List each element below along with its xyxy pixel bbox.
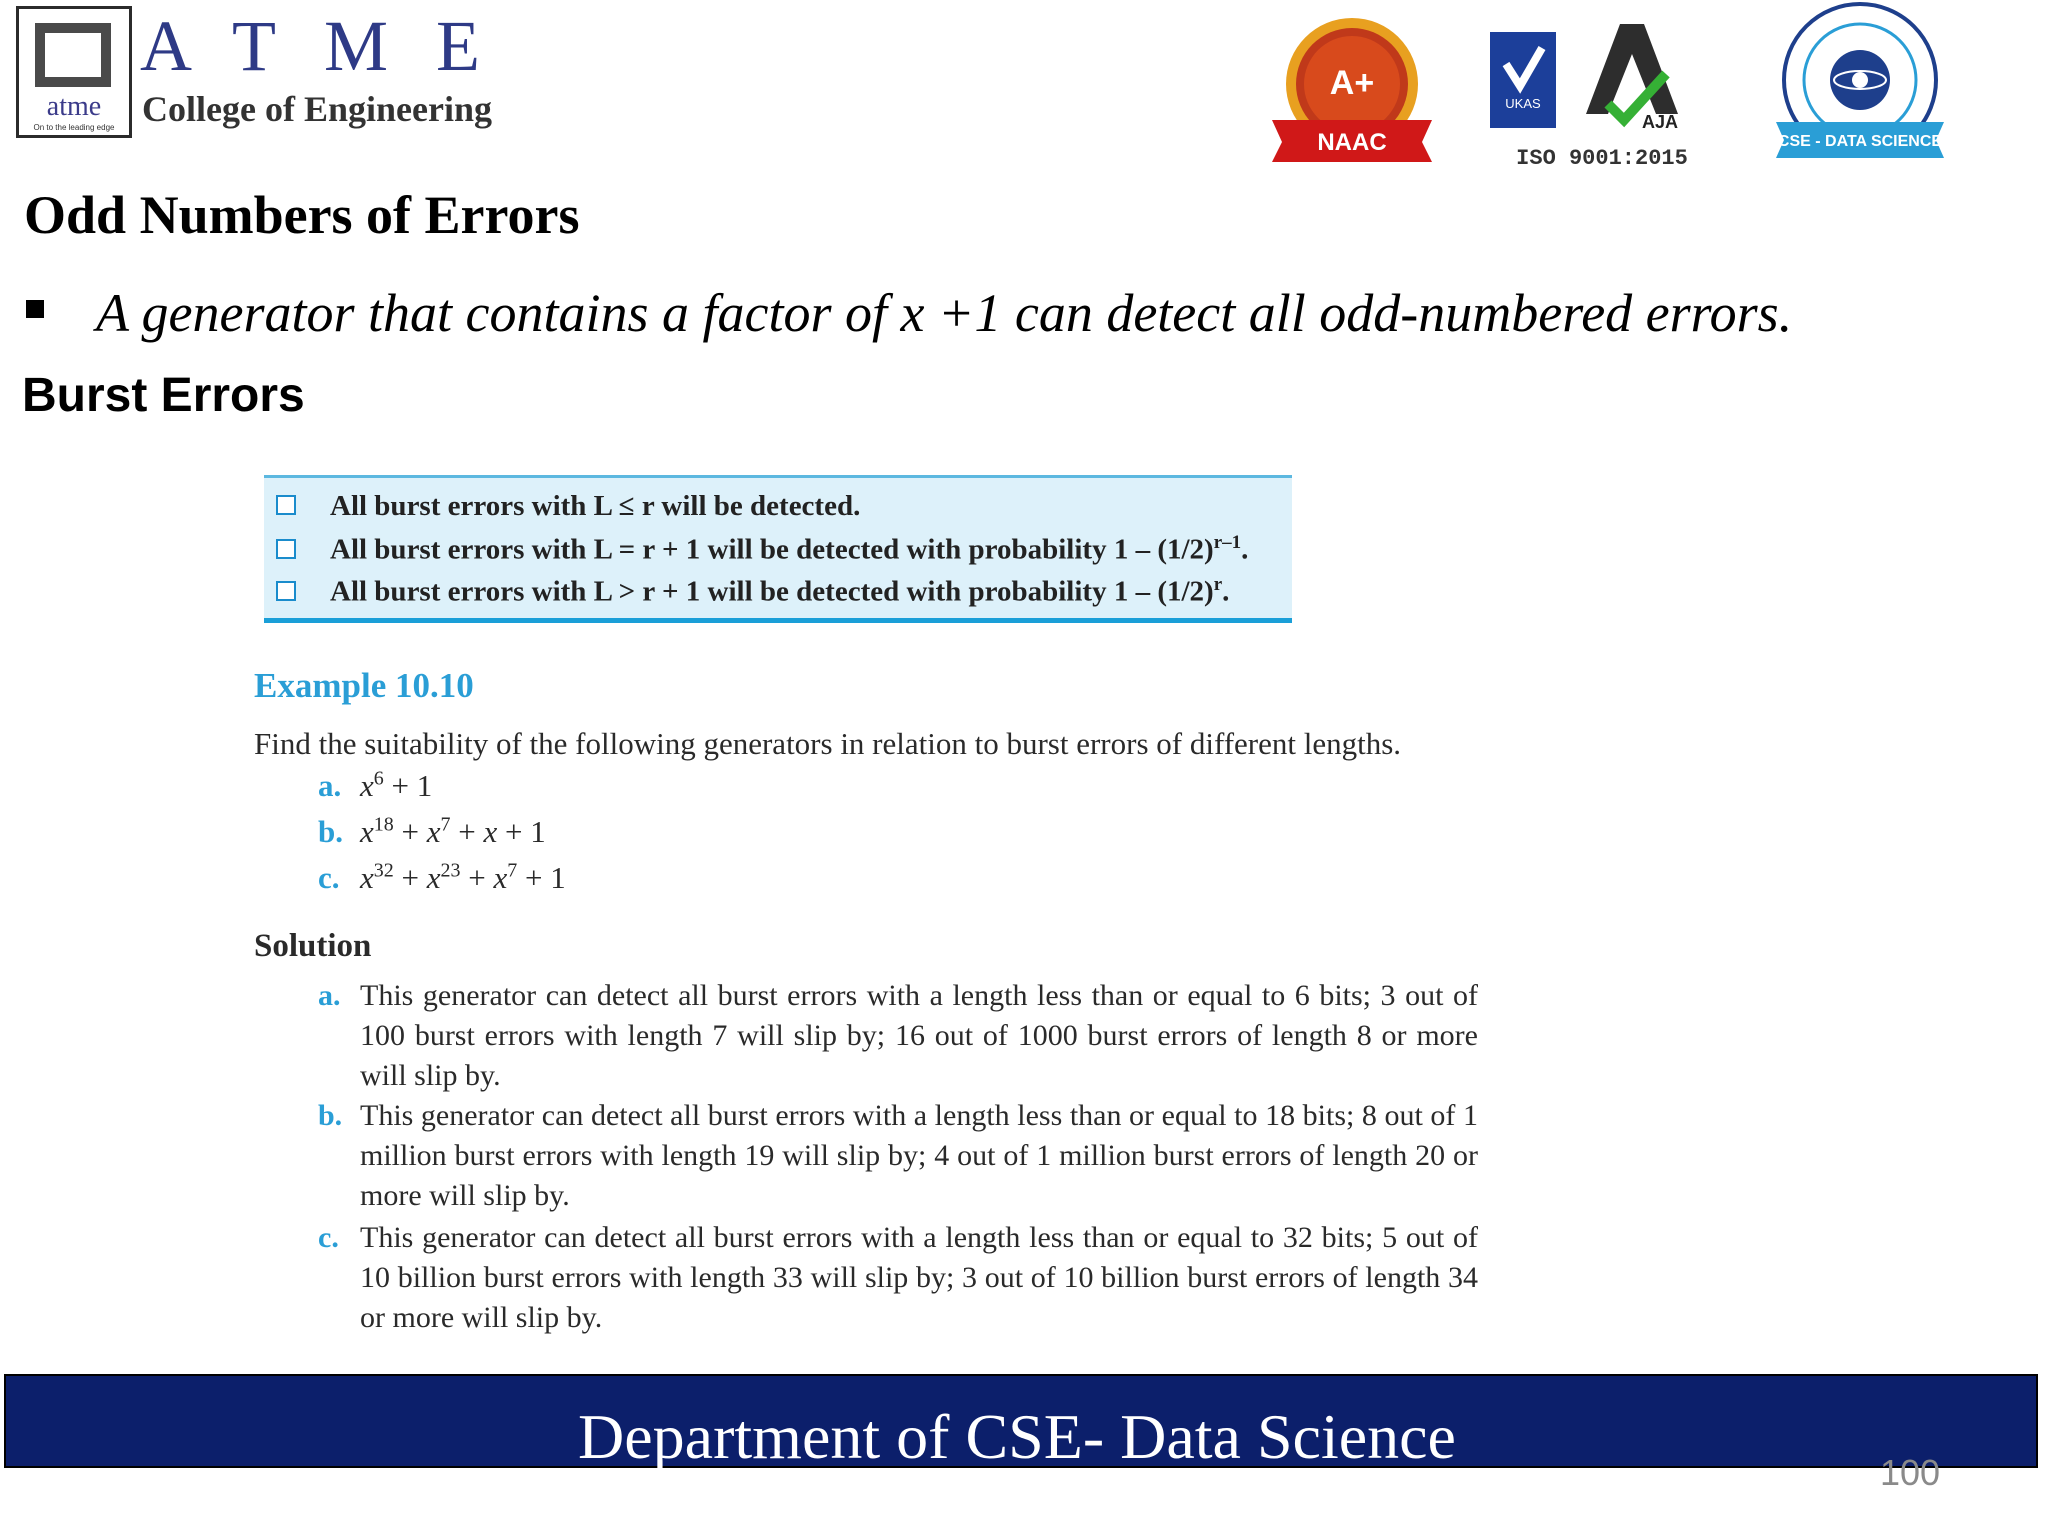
solution-text: This generator can detect all burst errors with a length less than or equal to 18 bits; 8 out of 1 million burst errors with length 19 will slip by; 4 out of 1 million burst errors of length 20 or more will slip by. bbox=[360, 1099, 1478, 1212]
option-expression: $x^{32} + x^{23} + x^7 + 1$ bbox=[360, 860, 566, 896]
burst-rule-2-text: All burst errors with L = r + 1 will be detected with probability 1 – (1/2) bbox=[330, 533, 1214, 566]
burst-rule-2-exponent: r–1 bbox=[1213, 532, 1242, 553]
solution-title: Solution bbox=[254, 928, 372, 964]
logo-letters: atme bbox=[46, 91, 102, 122]
example-option-c bbox=[318, 860, 566, 896]
college-name: College of Engineering bbox=[142, 89, 492, 129]
burst-rule-3-text: All burst errors with L > r + 1 will be detected with probability 1 – (1/2) bbox=[330, 575, 1214, 608]
naac-grade: A+ bbox=[1329, 64, 1375, 102]
option-label: b. bbox=[318, 814, 343, 850]
burst-rule-3-exponent: r bbox=[1213, 574, 1223, 595]
department-name: Department of CSE- Data Science bbox=[578, 1401, 1456, 1472]
cse-ds-label: CSE - DATA SCIENCE bbox=[1777, 133, 1943, 150]
burst-rule-3 bbox=[276, 574, 1229, 610]
checkbox-bullet-icon bbox=[276, 539, 296, 559]
atme-wordmark: ATME bbox=[140, 6, 528, 86]
odd-errors-heading: Odd Numbers of Errors bbox=[24, 185, 580, 245]
solution-item-c bbox=[318, 1218, 1478, 1338]
odd-errors-bullet-text: A generator that contains a factor of x +1 can detect all odd-numbered errors. bbox=[96, 283, 1793, 343]
option-label: c. bbox=[318, 860, 340, 896]
logo-tagline: On to the leading edge bbox=[33, 123, 115, 132]
cse-data-science-seal-icon bbox=[1766, 0, 1954, 168]
example-option-b bbox=[318, 814, 546, 850]
naac-label: NAAC bbox=[1317, 129, 1387, 156]
burst-rule-3-end: . bbox=[1222, 575, 1230, 608]
burst-rule-1 bbox=[276, 490, 860, 526]
example-question: Find the suitability of the following generators in relation to burst errors of different lengths. bbox=[254, 726, 1402, 761]
atme-logo-box bbox=[16, 6, 132, 138]
example-title: Example 10.10 bbox=[254, 666, 474, 705]
burst-rules-box bbox=[264, 475, 1292, 623]
option-label: a. bbox=[318, 768, 342, 804]
ukas-label: UKAS bbox=[1505, 96, 1541, 111]
square-bullet-icon bbox=[26, 300, 44, 318]
aja-label: AJA bbox=[1641, 112, 1679, 132]
example-option-a bbox=[318, 768, 432, 804]
ukas-iso-logo-icon bbox=[1490, 24, 1714, 174]
solution-item-a bbox=[318, 976, 1478, 1096]
checkbox-bullet-icon bbox=[276, 495, 296, 515]
page-number: 100 bbox=[1880, 1452, 1941, 1493]
option-expression: $x^6 + 1$ bbox=[360, 768, 433, 804]
solution-text: This generator can detect all burst errors with a length less than or equal to 32 bits; 5 out of 10 billion burst errors with length 33 will slip by; 3 out of 10 billion burst errors of length 34 or more will slip by. bbox=[360, 1221, 1478, 1334]
burst-errors-heading: Burst Errors bbox=[22, 369, 305, 422]
burst-rule-1-text: All burst errors with L ≤ r will be detected. bbox=[330, 490, 861, 522]
solution-item-b bbox=[318, 1096, 1478, 1216]
solution-label: a. bbox=[318, 979, 341, 1012]
iso-label: ISO 9001:2015 bbox=[1516, 146, 1688, 171]
solution-text: This generator can detect all burst errors with a length less than or equal to 6 bits; 3 out of 100 burst errors with length 7 will slip by; 16 out of 1000 burst errors of length 8 or more will slip by. bbox=[360, 979, 1478, 1092]
checkbox-bullet-icon bbox=[276, 581, 296, 601]
solution-label: c. bbox=[318, 1221, 339, 1254]
logo-square-icon bbox=[35, 23, 111, 87]
option-expression: $x^{18} + x^7 + x + 1$ bbox=[360, 814, 546, 850]
naac-badge-icon bbox=[1262, 12, 1442, 172]
solution-label: b. bbox=[318, 1099, 343, 1132]
burst-rule-2-end: . bbox=[1241, 533, 1249, 566]
burst-rule-2 bbox=[276, 532, 1248, 568]
